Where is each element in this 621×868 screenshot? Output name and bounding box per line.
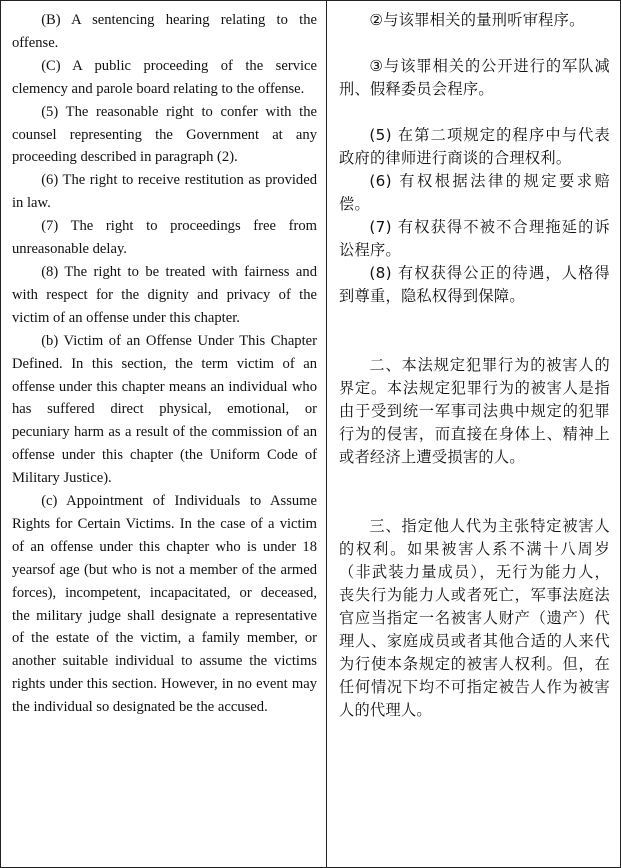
en-paragraph-5-confer-counsel: (5) The reasonable right to confer with the counsel representing the Government at any proceeding described in paragraph (2). bbox=[12, 103, 317, 166]
english-column bbox=[1, 1, 327, 867]
zh-section-2-victim-defined: 二、本法规定犯罪行为的被害人的界定。本法规定犯罪行为的被害人是指由于受到统一军事司法典中规定的犯罪行为的侵害，而直接在身体上、精神上或者经济上遭受损害的人。 bbox=[339, 356, 610, 466]
en-paragraph-6-restitution: (6) The right to receive restitution as provided in law. bbox=[12, 172, 317, 212]
zh-paragraph-5-confer-counsel: (5) 在第二项规定的程序中与代表政府的律师进行商谈的合理权利。 bbox=[339, 126, 610, 167]
en-subsection-c-appointment: (c) Appointment of Individuals to Assume Rights for Certain Victims. In the case of a victim of an offense under this chapter who is under 18 yearsof age (but who is not a member of the armed forces), incompetent, incapacitated, or deceased, the military judge shall designate a representative of the estate of the victim, a family member, or another suitable individual to assume the victims rights under this section. However, in no event may the individual so designated be the accused. bbox=[12, 493, 317, 716]
chinese-column bbox=[327, 1, 620, 867]
spacer bbox=[339, 308, 610, 354]
en-paragraph-7-no-delay: (7) The right to proceedings free from unreasonable delay. bbox=[12, 218, 317, 258]
zh-item-3-clemency-proceeding: ③与该罪相关的公开进行的军队减刑、假释委员会程序。 bbox=[339, 57, 610, 98]
spacer bbox=[339, 101, 610, 124]
en-paragraph-b-sentencing-hearing: (B) A sentencing hearing relating to the offense. bbox=[12, 12, 317, 51]
spacer bbox=[339, 32, 610, 55]
spacer bbox=[339, 469, 610, 515]
en-subsection-b-victim-defined: (b) Victim of an Offense Under This Chapter Defined. In this section, the term victim of an offense under this chapter means an individual who has suffered direct physical, emotional, or pecuniary harm as a result of the commission of an offense under this chapter (the Uniform Code of Military Justice). bbox=[12, 332, 317, 487]
en-paragraph-c-clemency-proceeding: (C) A public proceeding of the service clemency and parole board relating to the offense. bbox=[12, 57, 317, 97]
zh-section-3-appointment: 三、指定他人代为主张特定被害人的权利。如果被害人系不满十八周岁（非武装力量成员），无行为能力人，丧失行为能力人或者死亡，军事法庭法官应当指定一名被害人财产（遗产）代理人、家庭成员或者其他合适的人来代为行使本条规定的被害人权利。但，在任何情况下均不可指定被告人作为被害人的代理人。 bbox=[339, 517, 610, 719]
en-paragraph-8-fairness: (8) The right to be treated with fairness and with respect for the dignity and privacy of the victim of an offense under this chapter. bbox=[12, 263, 317, 326]
zh-paragraph-7-no-delay: (7) 有权获得不被不合理拖延的诉讼程序。 bbox=[339, 218, 610, 259]
zh-paragraph-8-fairness: (8) 有权获得公正的待遇，人格得到尊重，隐私权得到保障。 bbox=[339, 264, 610, 305]
zh-paragraph-6-restitution: (6) 有权根据法律的规定要求赔偿。 bbox=[339, 172, 610, 213]
zh-item-2-sentencing-hearing: ②与该罪相关的量刑听审程序。 bbox=[369, 11, 585, 29]
